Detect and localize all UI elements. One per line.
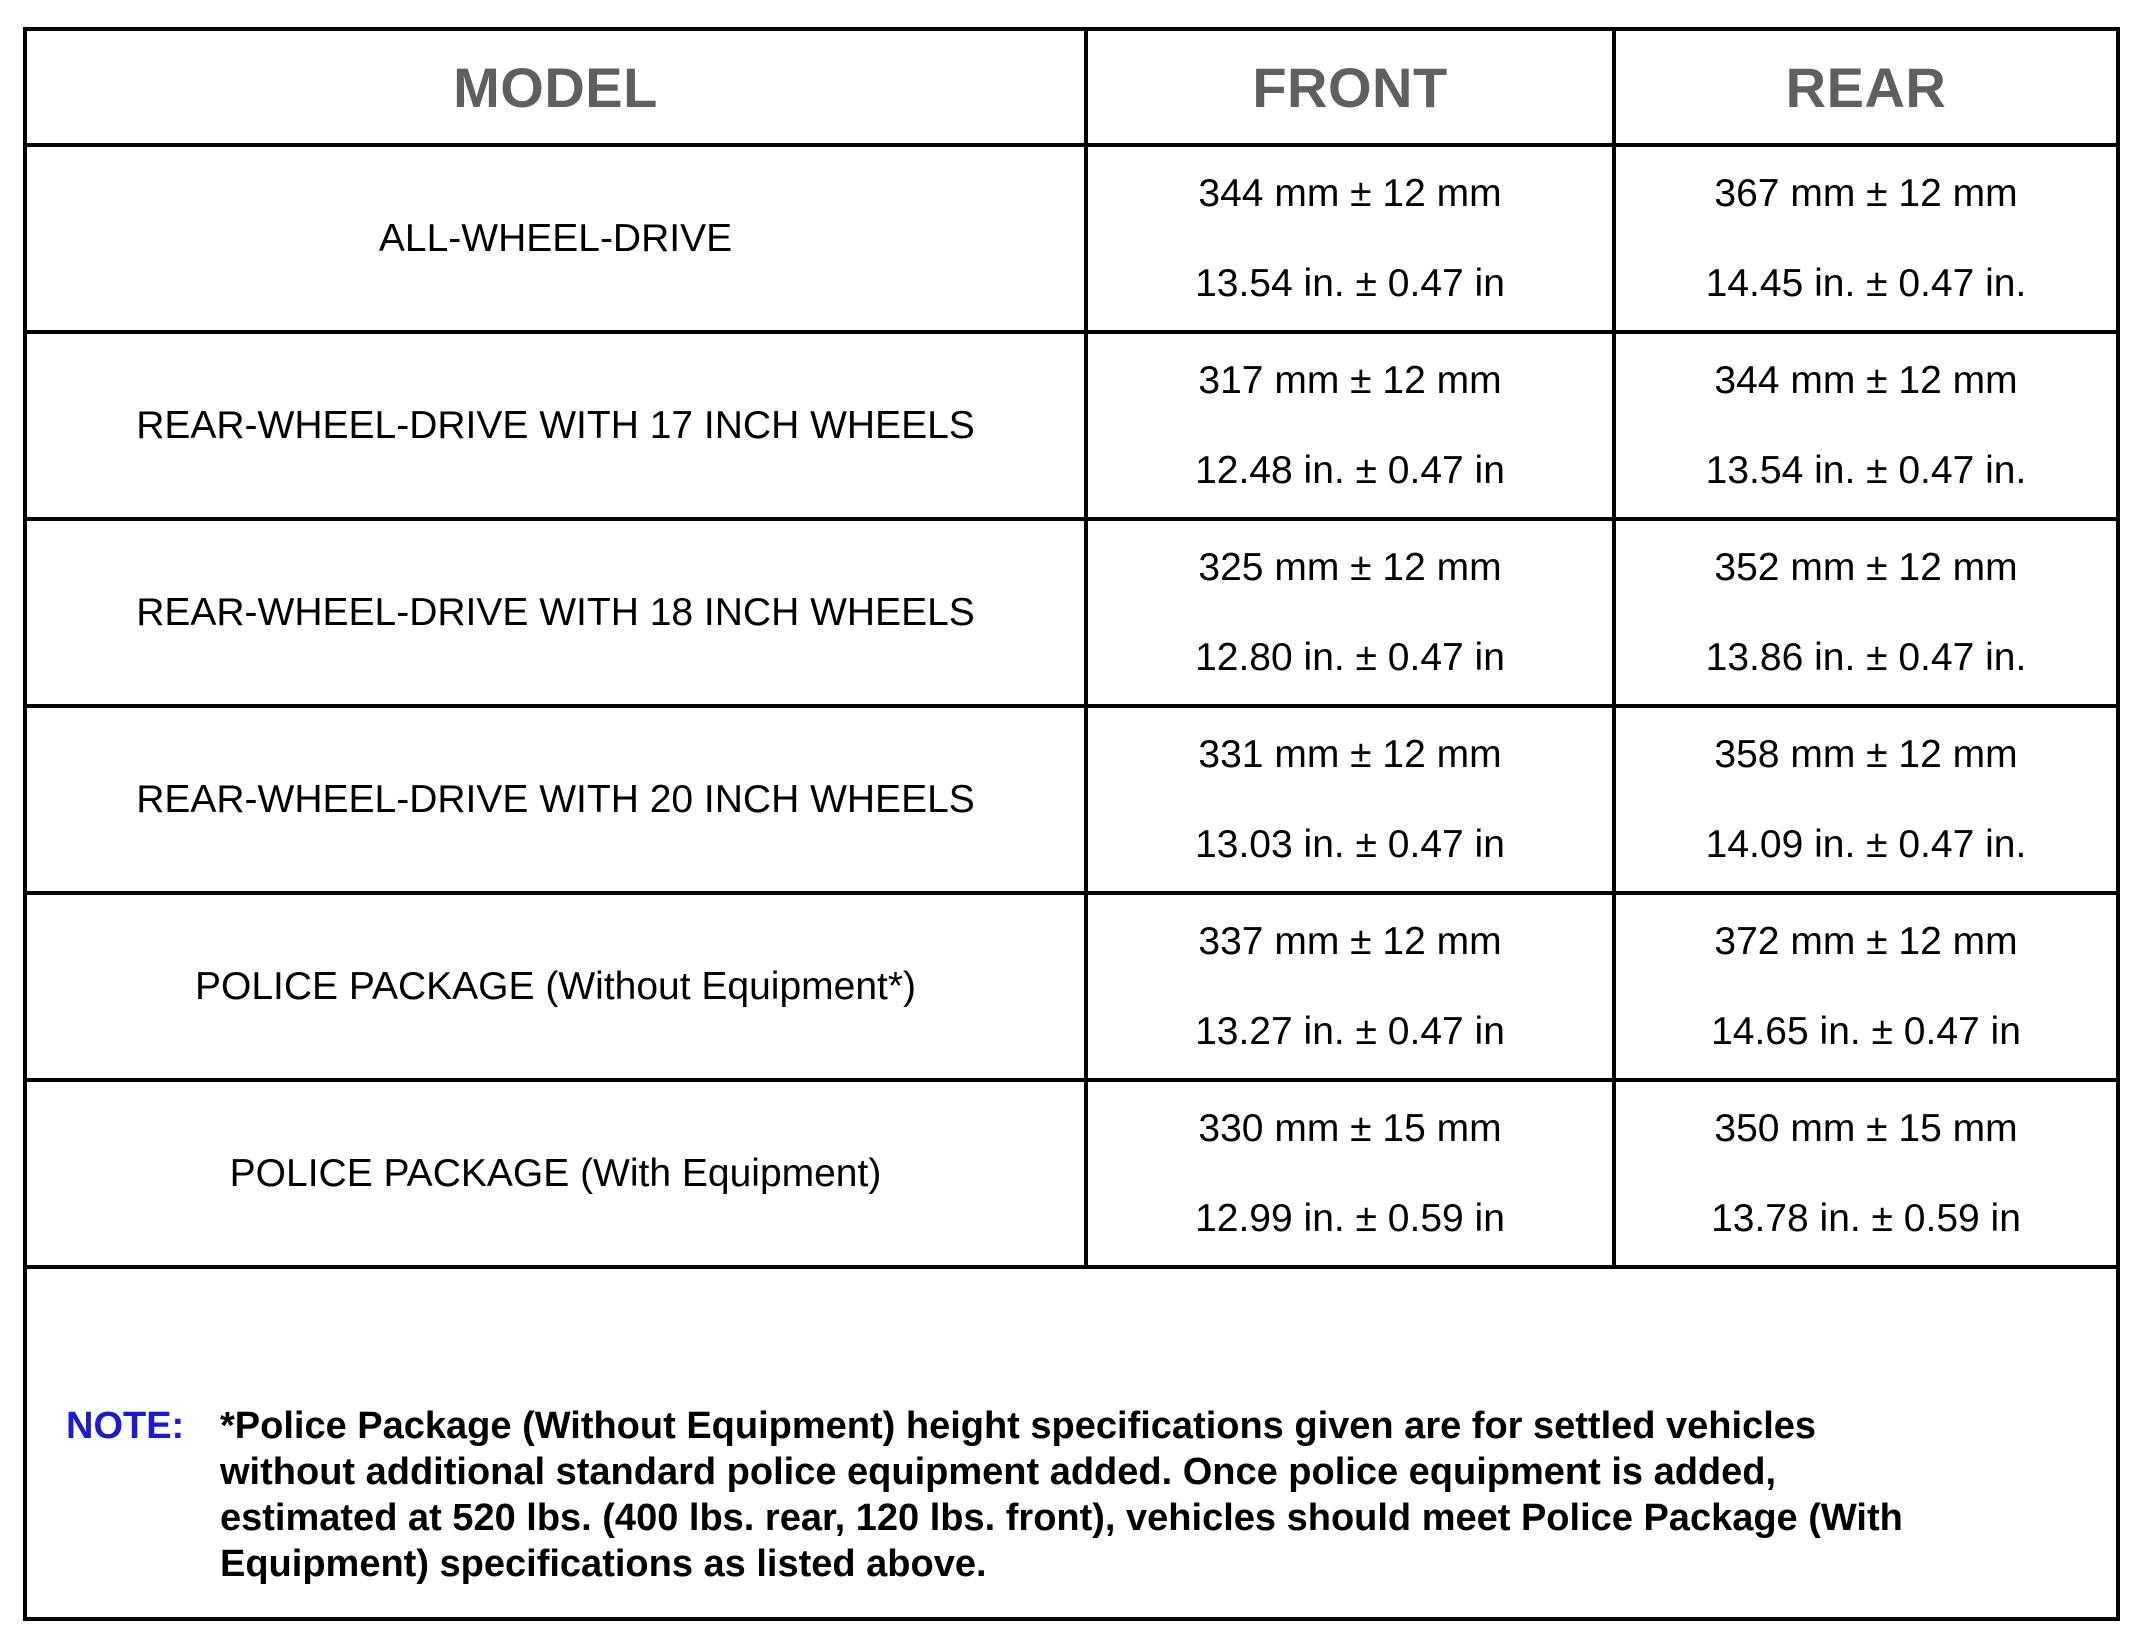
ride-height-table — [27, 31, 2116, 1269]
front-in: 12.99 in. ± 0.59 in — [1195, 1196, 1505, 1240]
header-model: MODEL — [27, 31, 1086, 145]
front-in: 13.27 in. ± 0.47 in — [1195, 1009, 1505, 1053]
front-cell — [1086, 893, 1614, 1080]
note-line: *Police Package (Without Equipment) height specifications given are for settled vehicles — [220, 1405, 1817, 1447]
front-cell — [1086, 706, 1614, 893]
model-cell: POLICE PACKAGE (Without Equipment*) — [27, 893, 1086, 1080]
front-mm: 317 mm ± 12 mm — [1198, 358, 1502, 402]
front-cell — [1086, 519, 1614, 706]
front-mm: 331 mm ± 12 mm — [1198, 732, 1502, 776]
note-line: without additional standard police equipment added. Once police equipment is added, — [220, 1451, 1777, 1493]
model-cell: REAR-WHEEL-DRIVE WITH 18 INCH WHEELS — [27, 519, 1086, 706]
note-line: estimated at 520 lbs. (400 lbs. rear, 120 lbs. front), vehicles should meet Police Package (With — [220, 1497, 1903, 1539]
rear-in: 13.78 in. ± 0.59 in — [1711, 1196, 2021, 1240]
note-label: NOTE: — [66, 1405, 185, 1447]
note-text — [220, 1403, 2100, 1587]
front-cell — [1086, 1080, 1614, 1267]
front-mm: 344 mm ± 12 mm — [1198, 171, 1502, 215]
rear-in: 14.65 in. ± 0.47 in — [1711, 1009, 2021, 1053]
model-cell: ALL-WHEEL-DRIVE — [27, 145, 1086, 332]
rear-mm: 344 mm ± 12 mm — [1714, 358, 2018, 402]
table-row — [27, 519, 2116, 706]
rear-cell — [1614, 706, 2116, 893]
front-mm: 330 mm ± 15 mm — [1198, 1106, 1502, 1150]
rear-mm: 350 mm ± 15 mm — [1714, 1106, 2018, 1150]
rear-cell — [1614, 1080, 2116, 1267]
table-row — [27, 145, 2116, 332]
front-in: 12.48 in. ± 0.47 in — [1195, 448, 1505, 492]
model-cell: REAR-WHEEL-DRIVE WITH 17 INCH WHEELS — [27, 332, 1086, 519]
rear-in: 13.86 in. ± 0.47 in. — [1705, 635, 2027, 679]
rear-cell — [1614, 332, 2116, 519]
rear-in: 13.54 in. ± 0.47 in. — [1705, 448, 2027, 492]
rear-cell — [1614, 893, 2116, 1080]
table-row — [27, 893, 2116, 1080]
table-row — [27, 706, 2116, 893]
front-in: 12.80 in. ± 0.47 in — [1195, 635, 1505, 679]
front-cell — [1086, 332, 1614, 519]
rear-mm: 358 mm ± 12 mm — [1714, 732, 2018, 776]
rear-mm: 352 mm ± 12 mm — [1714, 545, 2018, 589]
table-header-row — [27, 31, 2116, 145]
front-in: 13.54 in. ± 0.47 in — [1195, 261, 1505, 305]
header-front: FRONT — [1086, 31, 1614, 145]
rear-in: 14.45 in. ± 0.47 in. — [1705, 261, 2027, 305]
rear-mm: 372 mm ± 12 mm — [1714, 919, 2018, 963]
rear-in: 14.09 in. ± 0.47 in. — [1705, 822, 2027, 866]
front-mm: 325 mm ± 12 mm — [1198, 545, 1502, 589]
spec-frame — [23, 27, 2120, 1621]
model-cell: POLICE PACKAGE (With Equipment) — [27, 1080, 1086, 1267]
note-line: Equipment) specifications as listed above. — [220, 1543, 987, 1585]
front-mm: 337 mm ± 12 mm — [1198, 919, 1502, 963]
header-rear: REAR — [1614, 31, 2116, 145]
front-in: 13.03 in. ± 0.47 in — [1195, 822, 1505, 866]
front-cell — [1086, 145, 1614, 332]
table-row — [27, 332, 2116, 519]
rear-cell — [1614, 145, 2116, 332]
rear-cell — [1614, 519, 2116, 706]
rear-mm: 367 mm ± 12 mm — [1714, 171, 2018, 215]
model-cell: REAR-WHEEL-DRIVE WITH 20 INCH WHEELS — [27, 706, 1086, 893]
table-row — [27, 1080, 2116, 1267]
